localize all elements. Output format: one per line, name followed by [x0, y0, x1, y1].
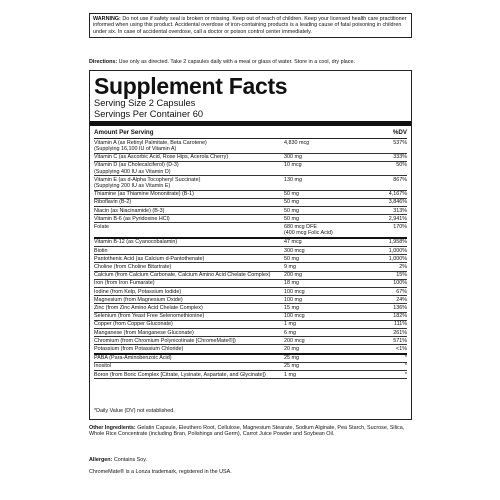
nutrient-dv: 182%	[393, 313, 407, 320]
directions-label: Directions:	[89, 59, 118, 65]
nutrient-name-line: Vitamin C (as Ascorbic Acid, Rose Hips, Acerola Cherry)	[94, 154, 229, 161]
nutrient-dv: 537%	[393, 139, 407, 146]
nutrient-dv: <1%	[396, 345, 407, 352]
trademark-note: ChromeMate® is a Lonza trademark, registered in the USA.	[89, 469, 232, 475]
nutrient-name	[94, 216, 284, 222]
nutrient-name	[94, 313, 284, 319]
nutrient-amount	[284, 289, 352, 295]
nutrient-amount	[284, 224, 352, 236]
nutrient-name	[94, 264, 284, 270]
amount-line: 1 mg	[284, 321, 296, 328]
nutrient-name	[94, 289, 284, 295]
other-ingredients	[89, 425, 412, 438]
nutrient-dv: 4,167%	[388, 191, 407, 198]
directions	[89, 59, 412, 65]
amount-header-row	[94, 126, 407, 139]
nutrient-amount	[284, 338, 352, 344]
amount-line: 100 mcg	[284, 288, 305, 295]
nutrient-name	[94, 208, 284, 214]
table-row	[94, 162, 407, 176]
nutrient-dv: 571%	[393, 337, 407, 344]
nutrient-amount	[284, 280, 352, 286]
nutrient-amount	[284, 208, 352, 214]
nutrient-name	[94, 191, 284, 197]
table-row	[94, 280, 407, 288]
table-row	[94, 288, 407, 296]
nutrient-name	[94, 162, 284, 174]
nutrient-dv: 170%	[393, 223, 407, 230]
nutrient-amount	[284, 216, 352, 222]
table-row	[94, 215, 407, 223]
amount-line: 4,830 mcg	[284, 139, 310, 146]
nutrient-name-line: Vitamin A (as Retinyl Palmitate, Beta Carotene)	[94, 139, 207, 146]
nutrient-amount	[284, 297, 352, 303]
amount-line: 200 mcg	[284, 337, 305, 344]
amount-line: 47 mcg	[284, 239, 302, 246]
table-row	[94, 355, 407, 363]
nutrient-amount	[284, 239, 352, 245]
nutrient-name-line: Biotin	[94, 247, 108, 254]
servings-per-container: Servings Per Container 60	[94, 108, 204, 119]
nutrient-name-line: Chromium (from Chromium Polynicotinate [ChromeMate®])	[94, 337, 236, 344]
table-row	[94, 199, 407, 207]
amount-line: 50 mg	[284, 207, 299, 214]
serving-size: Serving Size 2 Capsules	[94, 98, 196, 108]
nutrient-name-line: PABA (Para-Aminobenzoic Acid)	[94, 355, 172, 362]
nutrient-dv: 1,000%	[388, 255, 407, 262]
nutrient-name	[94, 280, 284, 286]
nutrient-name-line: Boron (from Boric Complex [Citrate, Lysinate, Aspartate, and Glycinate])	[94, 371, 266, 378]
nutrient-dv: 100%	[393, 280, 407, 287]
allergen	[89, 457, 412, 463]
nutrient-name	[94, 140, 284, 152]
table-row	[94, 296, 407, 304]
nutrient-dv: 3,846%	[388, 199, 407, 206]
nutrient-name-line: Magnesium (from Magnesium Oxide)	[94, 296, 183, 303]
table-row	[94, 313, 407, 321]
nutrient-amount	[284, 272, 352, 278]
allergen-text: Contains Soy.	[113, 457, 148, 463]
amount-line: 20 mg	[284, 345, 299, 352]
amount-line: 9 mg	[284, 263, 296, 270]
amount-line: 1 mg	[284, 371, 296, 378]
amount-line: 10 mcg	[284, 162, 302, 169]
nutrient-name-sub: (Supplying 200 IU as Vitamin E)	[94, 182, 171, 189]
nutrient-name-line: Manganese (from Manganese Gluconate)	[94, 329, 194, 336]
nutrient-dv: 111%	[394, 321, 407, 328]
nutrient-name	[94, 154, 284, 160]
nutrient-name-line: Potassium (from Potassium Chloride)	[94, 345, 184, 352]
nutrient-name-line: Riboflavin (B-2)	[94, 199, 132, 206]
amount-line: 25 mg	[284, 363, 299, 370]
amount-line: 100 mg	[284, 296, 302, 303]
nutrient-name	[94, 199, 284, 205]
amount-line: 100 mcg	[284, 313, 305, 320]
table-row	[94, 329, 407, 337]
nutrient-amount	[284, 313, 352, 319]
nutrient-name-line: Folate	[94, 223, 109, 230]
nutrient-amount	[284, 321, 352, 327]
nutrient-dv: 24%	[396, 296, 407, 303]
nutrient-name	[94, 372, 284, 378]
table-row	[94, 176, 407, 190]
nutrient-name-line: Copper (from Copper Gluconate)	[94, 321, 173, 328]
nutrient-table	[94, 139, 407, 379]
nutrient-dv: 136%	[393, 304, 407, 311]
nutrient-dv: *	[404, 371, 407, 378]
nutrient-name	[94, 177, 284, 189]
amount-header: Amount Per Serving	[94, 129, 154, 137]
footnote: *Daily Value (DV) not established.	[94, 408, 175, 414]
table-row	[94, 239, 407, 247]
table-row	[94, 255, 407, 263]
nutrient-name-line: Vitamin B-6 (as Pyridoxine HCl)	[94, 215, 170, 222]
nutrient-name	[94, 272, 284, 278]
nutrient-name	[94, 256, 284, 262]
nutrient-name	[94, 346, 284, 352]
nutrient-dv: 1,000%	[388, 247, 407, 254]
table-row	[94, 345, 407, 354]
nutrient-name-line: Calcium (from Calcium Carbonate, Calcium Amino Acid Chelate Complex)	[94, 272, 271, 279]
nutrient-amount	[284, 256, 352, 262]
table-row	[94, 154, 407, 162]
nutrient-dv: 313%	[393, 207, 407, 214]
nutrient-name	[94, 330, 284, 336]
nutrient-amount	[284, 248, 352, 254]
dv-header: %DV	[392, 129, 407, 137]
nutrient-amount	[284, 355, 352, 361]
table-row	[94, 263, 407, 271]
amount-line: 18 mg	[284, 280, 299, 287]
amount-line: 200 mg	[284, 272, 302, 279]
other-label: Other Ingredients:	[89, 425, 136, 431]
nutrient-name-line: Vitamin E (as d-Alpha Tocopheryl Succinate)	[94, 176, 201, 183]
nutrient-dv: *	[404, 363, 407, 370]
nutrient-name-line: Inositol	[94, 363, 112, 370]
amount-line: 25 mg	[284, 355, 299, 362]
other-text: Gelatin Capsule, Eleuthero Root, Cellulose, Magnesium Stearate, Sodium Alginate, Pea Starch, Sucrose, Silica, Whole Rice Concentrate (including Bran, Polishings and Germ), Carrot Juice Powder and Soybean Oil.	[89, 425, 405, 438]
table-row	[94, 363, 407, 371]
nutrient-name-line: Niacin (as Niacinamide) (B-3)	[94, 207, 165, 214]
nutrient-dv: 50%	[396, 162, 407, 169]
directions-text: Use only as directed. Take 2 capsules daily with a meal or glass of water. Store in a cool, dry place.	[118, 59, 355, 65]
table-row	[94, 371, 407, 379]
nutrient-amount	[284, 264, 352, 270]
amount-line: 50 mg	[284, 199, 299, 206]
table-row	[94, 247, 407, 255]
amount-line: 15 mg	[284, 304, 299, 311]
nutrient-name-sub: (Supplying 400 IU as Vitamin D)	[94, 168, 171, 175]
warning-text: Do not use if safety seal is broken or missing. Keep out of reach of children. Keep your licensed health care practitioner informed when using this product. Accidental overdose of iron-containing products is a leading cause of fatal poisoning in children under six. In case of accidental overdose, call a doctor or poison control center immediately.	[93, 16, 407, 35]
nutrient-name-line: Thiamine (as Thiamine Mononitrate) (B-1)	[94, 191, 194, 198]
nutrient-name	[94, 297, 284, 303]
nutrient-name-line: Zinc (from Zinc Amino Acid Chelate Complex)	[94, 304, 203, 311]
nutrient-name-line: Vitamin B-12 (as Cyanocobalamin)	[94, 239, 178, 246]
table-row	[94, 304, 407, 312]
nutrient-amount	[284, 140, 352, 152]
nutrient-name	[94, 248, 284, 254]
amount-line: 300 mg	[284, 154, 302, 161]
nutrient-name	[94, 239, 284, 245]
nutrient-name	[94, 321, 284, 327]
nutrient-dv: 2,941%	[388, 215, 407, 222]
table-row	[94, 321, 407, 329]
nutrient-amount	[284, 372, 352, 378]
nutrient-dv: 2%	[399, 263, 407, 270]
nutrient-dv: 333%	[393, 154, 407, 161]
nutrient-amount	[284, 154, 352, 160]
table-row	[94, 337, 407, 345]
nutrient-name-line: Choline (from Choline Bitartrate)	[94, 263, 172, 270]
nutrient-amount	[284, 177, 352, 189]
amount-line: 50 mg	[284, 255, 299, 262]
nutrient-dv: *	[404, 355, 407, 362]
supplement-facts-panel	[89, 70, 412, 420]
nutrient-dv: 15%	[396, 272, 407, 279]
amount-sub: (400 mcg Folic Acid)	[284, 230, 333, 237]
nutrient-name	[94, 224, 284, 236]
table-row	[94, 191, 407, 199]
nutrient-amount	[284, 346, 352, 352]
nutrient-name	[94, 355, 284, 361]
table-row	[94, 207, 407, 215]
nutrient-name-line: Iron (from Iron Fumarate)	[94, 280, 155, 287]
amount-line: 680 mcg DFE	[284, 223, 317, 230]
amount-line: 50 mg	[284, 215, 299, 222]
table-row	[94, 272, 407, 280]
nutrient-name	[94, 305, 284, 311]
table-row	[94, 223, 407, 238]
warning-label: WARNING:	[93, 16, 121, 22]
amount-line: 50 mg	[284, 191, 299, 198]
nutrient-name-line: Iodine (from Kelp, Potassium Iodide)	[94, 288, 182, 295]
nutrient-name-line: Vitamin D (as Cholecalciferol) (D-3)	[94, 162, 179, 169]
warning-box	[89, 13, 412, 38]
nutrient-dv: 1,958%	[388, 239, 407, 246]
nutrient-name-sub: (Supplying 16,100 IU of Vitamin A)	[94, 145, 177, 152]
nutrient-dv: 67%	[396, 288, 407, 295]
nutrient-amount	[284, 363, 352, 369]
nutrient-name-line: Selenium (from Yeast Free Selenomethionine)	[94, 313, 205, 320]
nutrient-amount	[284, 305, 352, 311]
amount-line: 130 mg	[284, 176, 302, 183]
nutrient-dv: 867%	[393, 176, 407, 183]
nutrient-name-line: Pantothenic Acid (as Calcium d-Pantothenate)	[94, 255, 205, 262]
amount-line: 6 mg	[284, 329, 296, 336]
amount-line: 300 mcg	[284, 247, 305, 254]
nutrient-amount	[284, 162, 352, 174]
table-row	[94, 139, 407, 153]
nutrient-amount	[284, 191, 352, 197]
nutrient-name	[94, 338, 284, 344]
nutrient-name	[94, 363, 284, 369]
nutrient-dv: 261%	[393, 329, 407, 336]
nutrient-amount	[284, 199, 352, 205]
facts-title: Supplement Facts	[94, 73, 288, 99]
nutrient-amount	[284, 330, 352, 336]
allergen-label: Allergen:	[89, 457, 113, 463]
